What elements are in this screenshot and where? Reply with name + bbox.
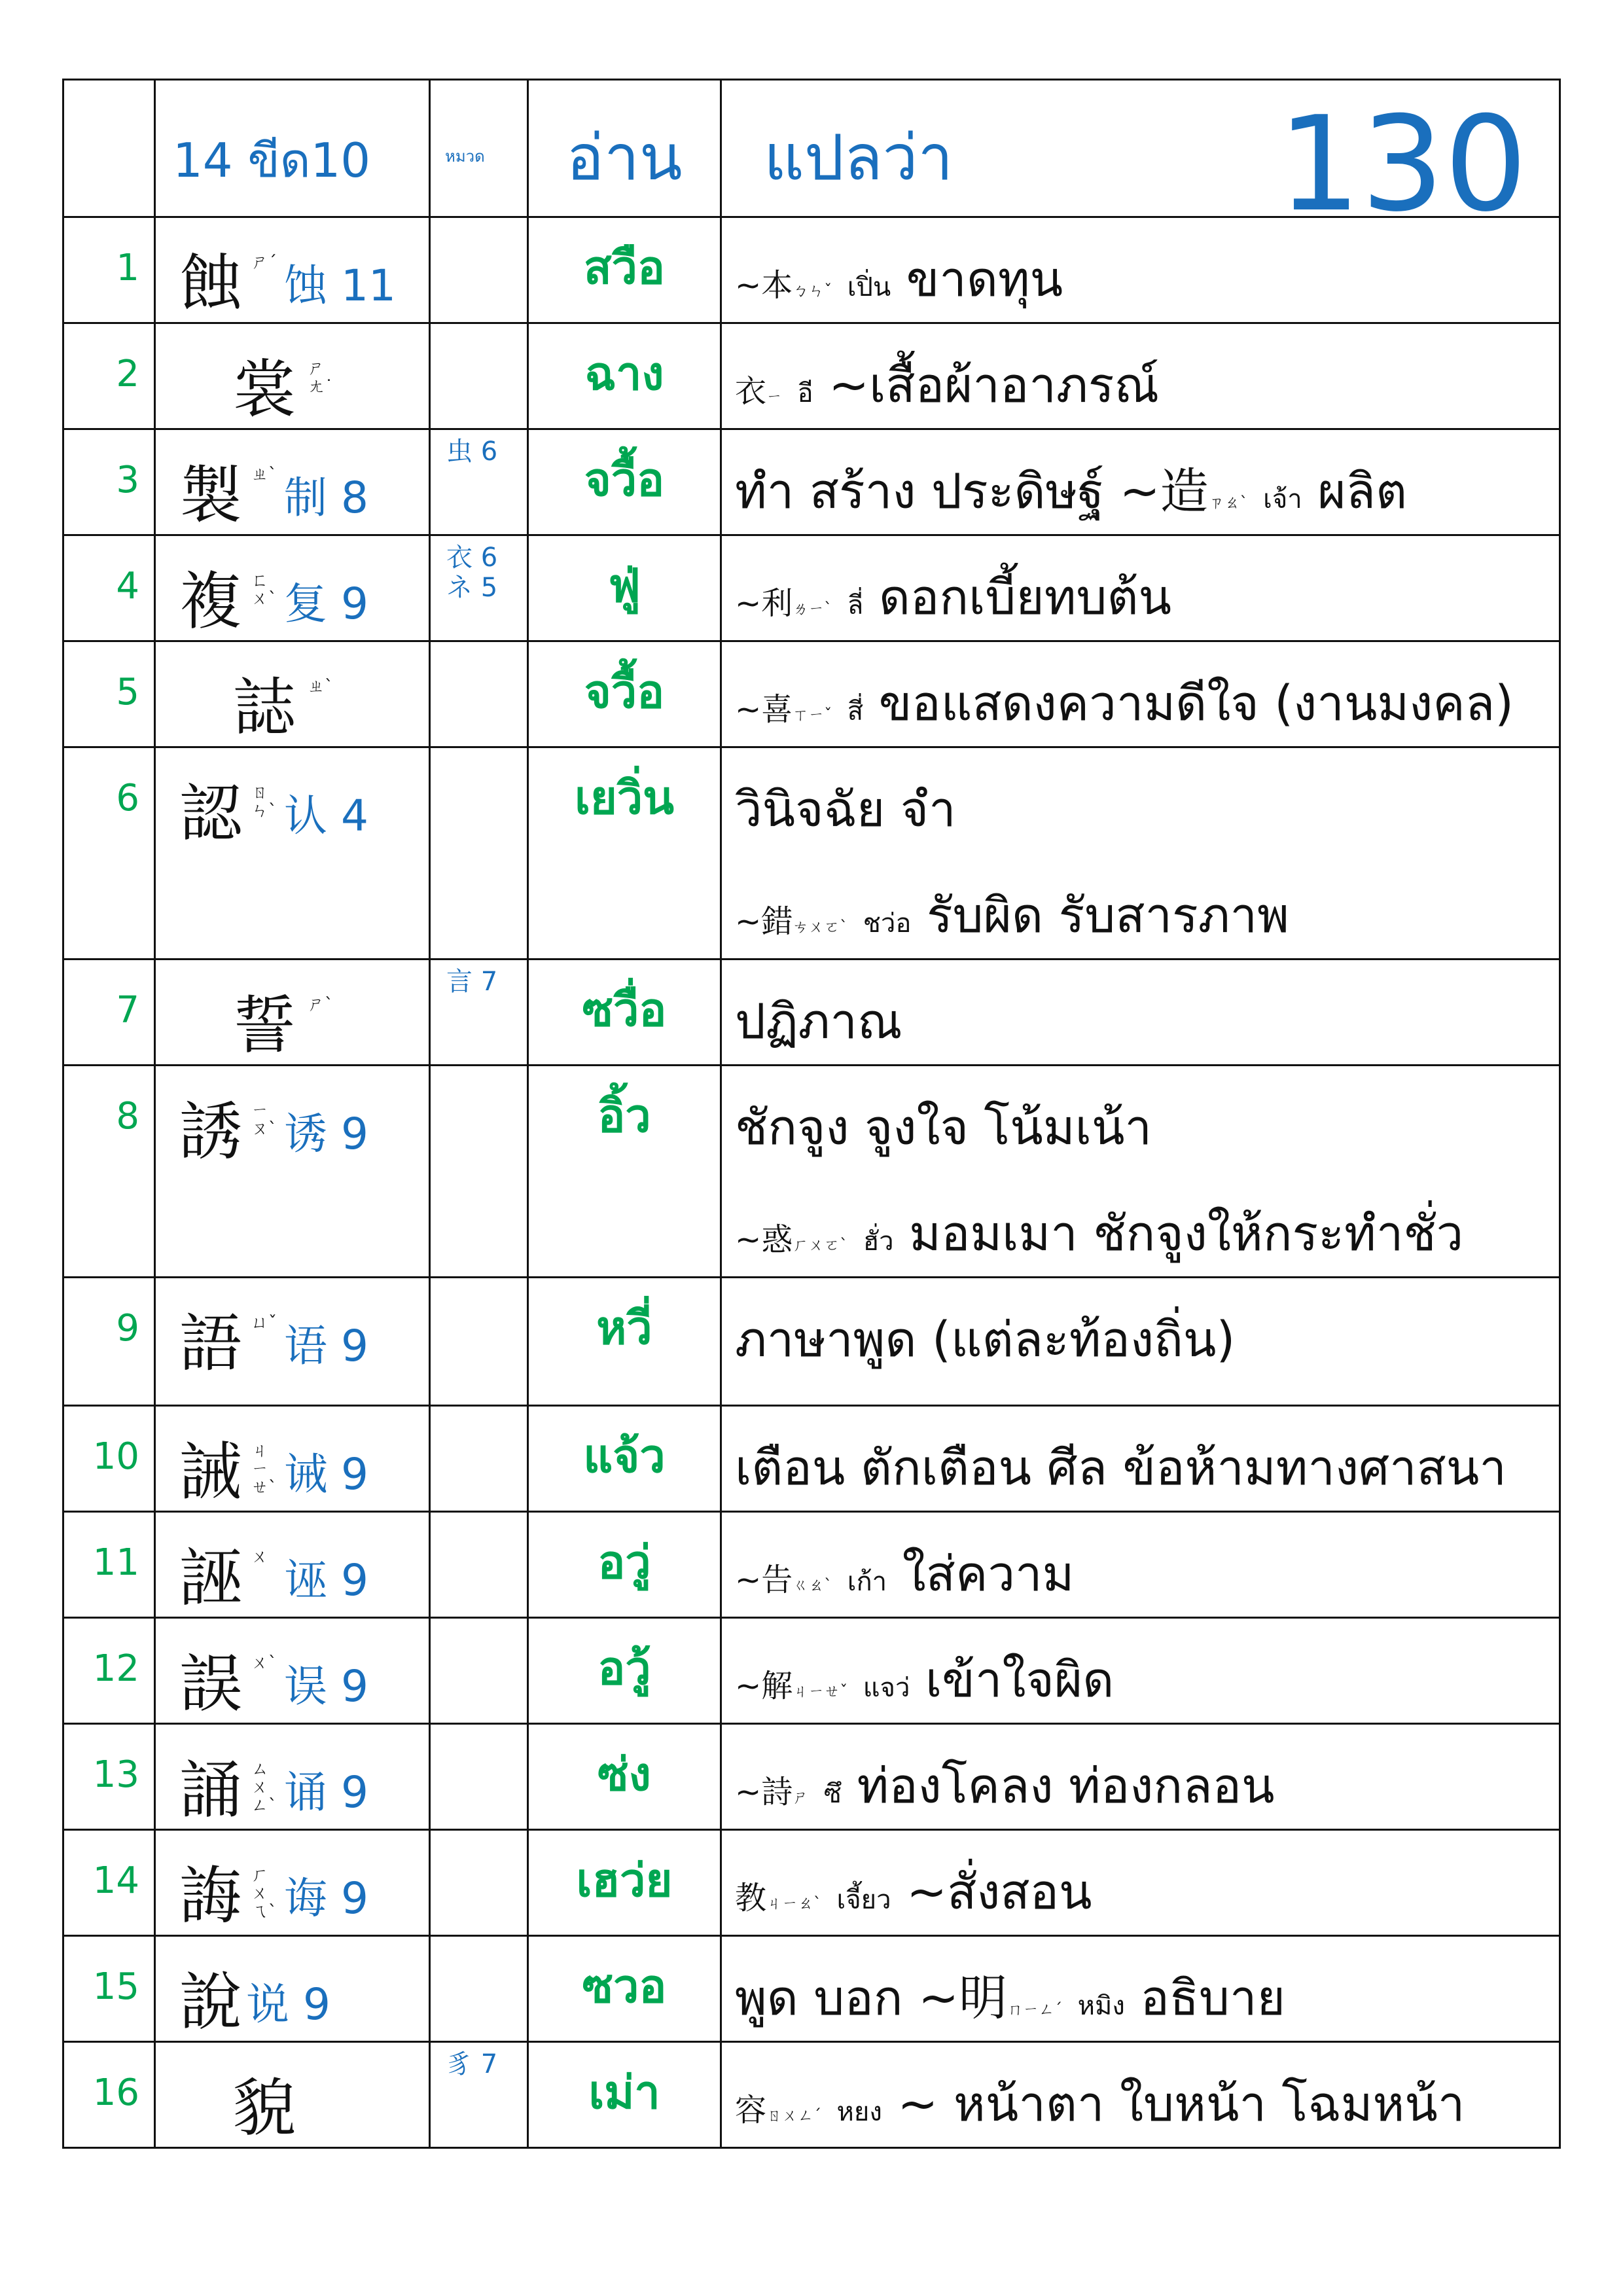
radical-cell: [430, 1936, 528, 2042]
meaning-prefix: 容: [735, 2092, 767, 2128]
thai-reading: สวือ: [583, 241, 666, 295]
meaning-prefix: 衣: [735, 373, 767, 410]
character-cell: [155, 1618, 430, 1724]
meaning-prefix: ~告: [735, 1562, 793, 1598]
character-cell: [155, 1066, 430, 1278]
meaning-text: ใส่ความ: [902, 1546, 1075, 1602]
header-meaning-label: แปลว่า: [764, 121, 954, 194]
radical-cell: [430, 1512, 528, 1618]
character-cell: [155, 217, 430, 323]
meaning-zhuyin: ㄐㄧㄝˇ: [793, 1682, 848, 1700]
meaning-line-1: [735, 2065, 1465, 2142]
header-radical-cell: [430, 80, 528, 217]
character-cell: [155, 1830, 430, 1936]
table-row: [63, 960, 1560, 1066]
meaning-line-1: [735, 558, 1171, 636]
traditional-character: 誦: [179, 1753, 242, 1827]
reading-cell: [528, 1830, 721, 1936]
meaning-line-1: [735, 1747, 1275, 1824]
radical-cell: [430, 429, 528, 535]
radical-cell: [430, 1278, 528, 1406]
reading-cell: [528, 1278, 721, 1406]
row-number: 3: [63, 429, 155, 535]
meaning-line-1: [735, 982, 902, 1060]
reading-cell: [528, 747, 721, 960]
meaning-line-1: [735, 240, 1063, 317]
row-number: 13: [63, 1724, 155, 1830]
header-meaning-cell: [721, 80, 1560, 241]
meaning-text: ขอแสดงความดีใจ (งานมงคล): [878, 675, 1514, 732]
character-cell: [155, 429, 430, 535]
meaning-cell: [721, 1406, 1560, 1512]
meaning-text: ทำ สร้าง ประดิษฐ์ ~造: [735, 463, 1209, 520]
table-row: [63, 1512, 1560, 1618]
traditional-character: 誨: [179, 1859, 242, 1933]
table-row: [63, 1830, 1560, 1936]
character-cell: [155, 747, 430, 960]
row-number: 5: [63, 641, 155, 747]
row-number: 1: [63, 217, 155, 323]
row-number: 4: [63, 535, 155, 641]
meaning-line-1: [735, 1088, 1152, 1166]
thai-reading: จวื้อ: [584, 453, 665, 507]
meaning-line-1: [735, 770, 956, 848]
reading-cell: [528, 323, 721, 429]
meaning-cell: [721, 1724, 1560, 1830]
zhuyin: ㄙㄨㄥˋ: [251, 1759, 277, 1816]
row-number: 2: [63, 323, 155, 429]
character-cell: [155, 535, 430, 641]
zhuyin: ㄕˋ: [308, 995, 334, 1014]
meaning-text: ~สั่งสอน: [906, 1864, 1092, 1920]
radical-cell: [430, 2042, 528, 2148]
meaning-text: พูด บอก ~明: [735, 1970, 1008, 2026]
thai-reading: เม่า: [588, 2066, 660, 2119]
meaning-cell: [721, 217, 1560, 323]
meaning-cell: [721, 1936, 1560, 2042]
meaning-zhuyin: ㄅㄣˇ: [793, 281, 832, 300]
reading-cell: [528, 2042, 721, 2148]
meaning-cell: [721, 1618, 1560, 1724]
thai-reading: ซวอ: [582, 1960, 667, 2013]
traditional-character: 誣: [179, 1541, 242, 1615]
meaning-prefix-2: ~惑: [735, 1221, 793, 1258]
meaning-pinyin-thai: ลี่: [847, 590, 864, 620]
thai-reading: อวู้: [597, 1641, 651, 1695]
meaning-cell: [721, 429, 1560, 535]
meaning-cell: [721, 747, 1560, 960]
traditional-character: 複: [179, 565, 242, 638]
reading-cell: [528, 1618, 721, 1724]
meaning-pinyin-thai: เจี้ยว: [836, 1885, 891, 1915]
zhuyin: ㄕˊ: [251, 253, 277, 272]
table-row: [63, 1406, 1560, 1512]
row-number: 6: [63, 747, 155, 960]
thai-reading: หวี่: [596, 1301, 652, 1355]
meaning-zhuyin: ㄍㄠˋ: [793, 1576, 832, 1594]
meaning-line-1: [735, 1853, 1092, 1930]
header-radical-label: หมวด: [445, 147, 485, 166]
radical: 豸 7: [446, 2049, 498, 2079]
table-row: [63, 535, 1560, 641]
meaning-cell: [721, 2042, 1560, 2148]
character-cell: [155, 323, 430, 429]
meaning-pinyin-thai: เก้า: [847, 1567, 887, 1597]
simplified-character: 复 9: [284, 579, 368, 629]
zhuyin: ㄕ ㄤ˙: [308, 359, 334, 397]
traditional-character: 誡: [179, 1435, 242, 1509]
thai-reading: ฟู่: [608, 559, 641, 613]
meaning-line-2: [735, 876, 1289, 954]
thai-reading: จวื้อ: [584, 665, 665, 719]
radical-cell: [430, 1618, 528, 1724]
simplified-character: 误 9: [284, 1661, 368, 1712]
radical-cell: [430, 960, 528, 1066]
simplified-character: 诱 9: [284, 1109, 368, 1159]
meaning-zhuyin: ㄌㄧˋ: [793, 600, 832, 618]
header-number-cell: [63, 80, 155, 217]
traditional-character: 認: [179, 777, 242, 850]
meaning-line-1: [735, 1641, 1114, 1718]
meaning-cell: [721, 1830, 1560, 1936]
table-row: [63, 1724, 1560, 1830]
radical-cell: [430, 1724, 528, 1830]
traditional-character: 誘: [179, 1095, 242, 1168]
row-number: 14: [63, 1830, 155, 1936]
radical-cell: [430, 323, 528, 429]
meaning-pinyin-thai: อี: [797, 378, 813, 408]
meaning-pinyin-thai-2: เจ้า: [1263, 484, 1302, 514]
radical-cell: [430, 1830, 528, 1936]
reading-cell: [528, 1936, 721, 2042]
traditional-character: 製: [179, 459, 242, 532]
traditional-character: 誌: [233, 671, 296, 744]
traditional-character: 誤: [179, 1647, 242, 1721]
meaning-line-1: [735, 452, 1407, 529]
meaning-line-1: [735, 1959, 1285, 2036]
header-reading-label: อ่าน: [566, 121, 683, 194]
reading-cell: [528, 1724, 721, 1830]
simplified-character: 诲 9: [284, 1873, 368, 1924]
traditional-character: 裳: [233, 353, 296, 426]
simplified-character: 认 4: [284, 791, 368, 841]
simplified-character: 诫 9: [284, 1449, 368, 1499]
header-row: [63, 80, 1560, 217]
row-number: 12: [63, 1618, 155, 1724]
table-row: [63, 429, 1560, 535]
meaning-pinyin-thai-2: หมิง: [1077, 1991, 1125, 2021]
meaning-pinyin-thai: สี่: [847, 696, 864, 726]
zhuyin: ㄖㄣˋ: [251, 783, 277, 821]
thai-reading: อวู่: [597, 1535, 651, 1589]
meaning-line-1: [735, 1300, 1235, 1378]
meaning-text: ขาดทุน: [906, 251, 1063, 308]
meaning-line-1: [735, 346, 1159, 423]
zhuyin: ㄨˋ: [251, 1653, 277, 1673]
meaning-text: ~เสื้อผ้าอาภรณ์: [829, 357, 1160, 414]
meaning-cell: [721, 1066, 1560, 1278]
radical-cell: [430, 641, 528, 747]
meaning-cell: [721, 1278, 1560, 1406]
character-cell: [155, 641, 430, 747]
meaning-line-2: [735, 1194, 1463, 1272]
meaning-text-post: ผลิต: [1317, 463, 1408, 520]
reading-cell: [528, 1406, 721, 1512]
meaning-text-post: อธิบาย: [1140, 1970, 1285, 2026]
table-row: [63, 1618, 1560, 1724]
meaning-pinyin-thai: เปิ่น: [847, 272, 891, 302]
header-range: 14 ขีด10: [173, 133, 371, 188]
character-cell: [155, 1278, 430, 1406]
simplified-character: 诵 9: [284, 1767, 368, 1818]
meaning-cell: [721, 323, 1560, 429]
meaning-zhuyin: ㄧ: [766, 387, 783, 406]
meaning-prefix: ~利: [735, 585, 793, 622]
zhuyin: ㄏㄨㄟˋ: [251, 1865, 277, 1922]
reading-cell: [528, 960, 721, 1066]
meaning-text: เข้าใจผิด: [925, 1652, 1115, 1708]
character-cell: [155, 2042, 430, 2148]
radical-cell: [430, 217, 528, 323]
meaning-pinyin-thai: หยง: [836, 2097, 882, 2127]
character-cell: [155, 1406, 430, 1512]
header-range-cell: [155, 80, 430, 217]
meaning-zhuyin: ㄖㄨㄥˊ: [766, 2106, 822, 2125]
meaning-prefix: ~解: [735, 1668, 793, 1704]
vocabulary-table: [62, 79, 1561, 2149]
radical-cell: [430, 1406, 528, 1512]
table-row: [63, 641, 1560, 747]
traditional-character: 說: [179, 1965, 242, 2039]
meaning-cell: [721, 641, 1560, 747]
meaning-prefix: ~喜: [735, 691, 793, 728]
thai-reading: แจ้ว: [583, 1429, 666, 1483]
meaning-text-2: รับผิด รับสารภาพ: [926, 888, 1289, 944]
thai-reading: เยวิ่น: [574, 771, 675, 825]
simplified-character: 语 9: [284, 1321, 368, 1371]
meaning-zhuyin-2: ㄏㄨㄛˋ: [793, 1236, 848, 1254]
zhuyin: ㄈㄨˋ: [251, 571, 277, 609]
table-row: [63, 747, 1560, 960]
thai-reading: เฮว่ย: [576, 1854, 673, 1907]
row-number: 15: [63, 1936, 155, 2042]
radical-cell: [430, 1066, 528, 1278]
meaning-zhuyin: ㄐㄧㄠˋ: [766, 1894, 822, 1912]
meaning-pinyin-thai: แจว่: [863, 1673, 910, 1703]
meaning-text: ภาษาพูด (แต่ละท้องถิ่น): [735, 1312, 1236, 1368]
row-number: 8: [63, 1066, 155, 1278]
thai-reading: ซ่ง: [597, 1748, 651, 1801]
meaning-zhuyin-2: ㄇㄧㄥˊ: [1007, 2000, 1063, 2018]
meaning-text: ท่องโคลง ท่องกลอน: [857, 1758, 1275, 1814]
row-number: 9: [63, 1278, 155, 1406]
zhuyin: ㄧㄡˋ: [251, 1101, 277, 1139]
zhuyin: ㄨ: [251, 1547, 269, 1567]
thai-reading: อิ้ว: [597, 1089, 651, 1143]
meaning-prefix-2: ~錯: [735, 903, 793, 940]
table-row: [63, 1278, 1560, 1406]
header-reading-cell: [528, 80, 721, 217]
meaning-zhuyin: ㄕ: [793, 1788, 809, 1806]
row-number: 7: [63, 960, 155, 1066]
radical: 衣 6 ネ 5: [446, 543, 498, 603]
table-row: [63, 323, 1560, 429]
row-number: 11: [63, 1512, 155, 1618]
meaning-line-1: [735, 1429, 1507, 1506]
reading-cell: [528, 429, 721, 535]
meaning-pinyin-thai-2: ชว่อ: [863, 908, 912, 939]
meaning-prefix: ~詩: [735, 1774, 793, 1810]
thai-reading: ฉาง: [584, 347, 664, 401]
traditional-character: 語: [179, 1307, 242, 1380]
meaning-text: ดอกเบี้ยทบต้น: [878, 569, 1172, 626]
meaning-pinyin-thai-2: ฮั่ว: [863, 1227, 894, 1257]
zhuyin: ㄓˋ: [308, 677, 334, 696]
character-cell: [155, 1936, 430, 2042]
reading-cell: [528, 217, 721, 323]
meaning-text: ~ หน้าตา ใบหน้า โฉมหน้า: [897, 2076, 1465, 2132]
reading-cell: [528, 641, 721, 747]
radical-cell: [430, 747, 528, 960]
reading-cell: [528, 1066, 721, 1278]
character-cell: [155, 1724, 430, 1830]
radical-cell: [430, 535, 528, 641]
row-number: 16: [63, 2042, 155, 2148]
traditional-character: 貌: [233, 2072, 296, 2145]
meaning-cell: [721, 1512, 1560, 1618]
meaning-zhuyin-2: ㄘㄨㄛˋ: [793, 918, 848, 936]
simplified-character: 说 9: [246, 1979, 330, 2030]
simplified-character: 蚀 11: [284, 260, 396, 311]
meaning-pinyin-thai: ซึ: [823, 1779, 842, 1809]
meaning-prefix: ~本: [735, 267, 793, 304]
table-row: [63, 1936, 1560, 2042]
zhuyin: ㄓˋ: [251, 465, 277, 484]
meaning-line-1: [735, 1535, 1074, 1612]
traditional-character: 蝕: [179, 247, 242, 320]
page-number: 130: [1277, 88, 1527, 241]
meaning-zhuyin-2: ㄗㄠˋ: [1208, 493, 1248, 512]
table-row: [63, 217, 1560, 323]
row-number: 10: [63, 1406, 155, 1512]
traditional-character: 誓: [233, 989, 296, 1062]
radical: 言 7: [446, 967, 498, 997]
zhuyin: ㄩˇ: [251, 1313, 277, 1333]
zhuyin: ㄐㄧㄝˋ: [251, 1441, 277, 1498]
meaning-text-2: มอมเมา ชักจูงให้กระทำชั่ว: [909, 1206, 1464, 1262]
character-cell: [155, 1512, 430, 1618]
meaning-cell: [721, 535, 1560, 641]
character-cell: [155, 960, 430, 1066]
meaning-prefix: 教: [735, 1880, 767, 1916]
meaning-text: วินิจฉัย จำ: [735, 781, 956, 838]
meaning-cell: [721, 960, 1560, 1066]
simplified-character: 制 8: [284, 473, 368, 523]
table-row: [63, 2042, 1560, 2148]
reading-cell: [528, 1512, 721, 1618]
meaning-text: ชักจูง จูงใจ โน้มเน้า: [735, 1100, 1152, 1156]
meaning-line-1: [735, 664, 1514, 742]
meaning-text: เตือน ตักเตือน ศีล ข้อห้ามทางศาสนา: [735, 1440, 1507, 1496]
table-row: [63, 1066, 1560, 1278]
thai-reading: ซวื่อ: [582, 983, 667, 1037]
meaning-zhuyin: ㄒㄧˇ: [793, 706, 832, 724]
reading-cell: [528, 535, 721, 641]
meaning-text: ปฏิภาณ: [735, 994, 902, 1050]
radical: 虫 6: [446, 437, 498, 467]
simplified-character: 诬 9: [284, 1555, 368, 1605]
